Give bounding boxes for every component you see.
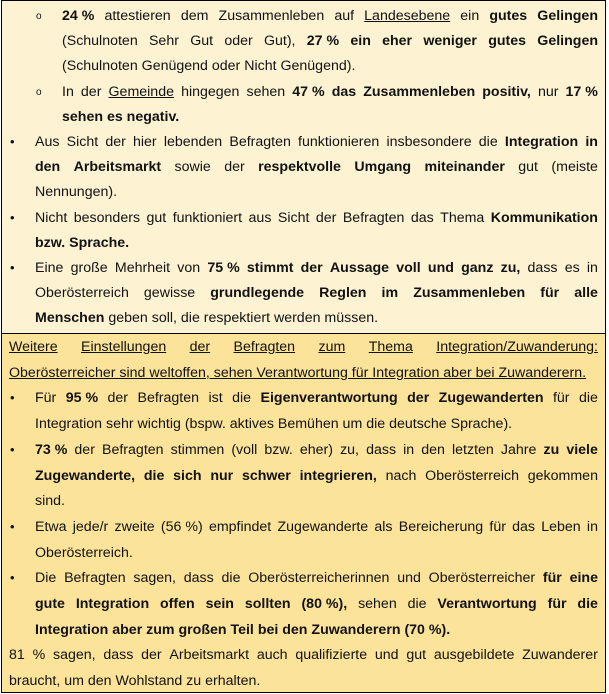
paragraph-text: [62, 54, 598, 78]
text-segment: dass: [366, 441, 397, 458]
text-segment: gekommen: [527, 467, 598, 484]
text-segment: Zusammenleben: [218, 8, 325, 24]
bullet-icon: •: [10, 570, 15, 586]
text-segment: stimmt: [246, 260, 294, 276]
text-segment: gut: [518, 159, 539, 176]
text-segment: Oberösterreich.: [35, 544, 133, 561]
text-segment: für: [542, 570, 562, 587]
text-segment: im: [381, 285, 399, 302]
text-segment: sind.: [35, 493, 65, 510]
text-segment: Oberösterreicher sind weltoffen, sehen Verantwortung für Integration aber bei Zuwanderern.: [9, 364, 587, 381]
text-line: [2, 361, 605, 385]
text-segment: für: [552, 390, 570, 407]
text-segment: es: [564, 260, 580, 276]
text-segment: insbesondere: [386, 134, 472, 150]
bullet-icon: •: [10, 518, 15, 534]
text-segment: gute: [35, 596, 65, 612]
text-segment: in: [403, 441, 415, 458]
text-segment: Sicht: [277, 209, 310, 226]
text-segment: qualifizierte: [295, 647, 368, 664]
text-segment: die: [407, 596, 427, 612]
text-segment: %: [32, 647, 46, 664]
text-segment: Reglen: [319, 285, 367, 302]
text-segment: sehen es negativ.: [62, 108, 180, 125]
text-segment: Integration/Zuwanderung:: [436, 339, 598, 355]
text-segment: Die: [35, 570, 57, 587]
text-line: [2, 669, 605, 693]
text-line: [2, 29, 605, 53]
text-segment: Einstellungen: [81, 339, 167, 355]
text-segment: sehen: [358, 596, 397, 612]
bullet-icon: •: [10, 390, 15, 406]
text-segment: gutes: [488, 33, 527, 50]
circle-bullet-icon: o: [36, 86, 42, 98]
text-line: [2, 54, 605, 78]
paragraph-text: [9, 669, 598, 693]
bullet-icon: •: [10, 209, 15, 225]
text-line: [2, 80, 605, 104]
text-segment: der: [141, 647, 162, 664]
text-segment: 75 %: [207, 260, 240, 276]
text-segment: (80 %),: [301, 596, 348, 612]
text-segment: und: [397, 570, 421, 587]
text-segment: (56 %): [160, 518, 203, 535]
text-segment: der: [105, 134, 126, 150]
text-segment: sowie: [174, 159, 211, 176]
text-segment: Zugewanderte: [277, 518, 369, 535]
text-segment: sagen,: [52, 647, 96, 664]
text-segment: Integration: [504, 134, 579, 150]
text-segment: die: [577, 596, 598, 612]
text-segment: für: [540, 285, 560, 302]
text-segment: Befragten: [229, 134, 291, 150]
text-segment: braucht, um den Wohlstand zu erhalten.: [9, 673, 261, 690]
summary-box-bottom: [1, 333, 606, 693]
text-segment: eher: [382, 33, 413, 50]
text-segment: sagen,: [133, 570, 176, 587]
text-segment: Zugewanderten: [438, 390, 544, 407]
text-segment: den: [421, 441, 445, 458]
text-segment: große: [70, 260, 108, 276]
text-segment: gewisse: [143, 285, 196, 302]
text-segment: Befragten: [102, 441, 164, 458]
text-segment: 47 %: [292, 83, 325, 100]
text-segment: auch: [256, 647, 288, 664]
text-segment: miteinander: [424, 159, 505, 176]
text-segment: attestieren: [104, 8, 171, 24]
text-segment: Befragten: [342, 209, 405, 226]
text-segment: funktionieren: [298, 134, 380, 150]
text-line: [2, 335, 605, 359]
paragraph-text: [35, 515, 598, 539]
text-segment: viele: [566, 441, 598, 458]
text-segment: der: [300, 260, 323, 276]
text-segment: Aus: [35, 134, 60, 150]
text-segment: Arbeitsmarkt: [169, 647, 250, 664]
text-segment: sein: [205, 596, 234, 612]
bullet-icon: •: [10, 260, 15, 275]
text-line: [2, 643, 605, 667]
text-segment: Befragten: [137, 390, 200, 407]
text-segment: ist: [208, 390, 223, 407]
text-segment: oder: [224, 33, 253, 50]
paragraph-text: [35, 541, 598, 565]
text-segment: ganz: [461, 260, 494, 276]
text-segment: integrieren,: [299, 467, 377, 484]
text-segment: bzw. Sprache.: [35, 234, 130, 251]
text-segment: Landesebene: [364, 8, 451, 24]
paragraph-text: [9, 643, 598, 667]
text-segment: besonders: [73, 209, 141, 226]
text-segment: Bereicherung: [398, 518, 484, 535]
text-segment: für: [489, 518, 506, 535]
text-segment: letzten: [452, 441, 494, 458]
text-segment: schwer: [241, 467, 291, 484]
text-segment: der: [80, 83, 102, 100]
paragraph-text: [35, 231, 598, 255]
paragraph-text: [35, 306, 598, 330]
paragraph-text: [35, 206, 598, 230]
text-segment: und: [427, 260, 454, 276]
text-segment: Befragten: [64, 570, 126, 587]
text-segment: Zusammenleben: [413, 285, 526, 302]
text-segment: funktioniert: [172, 209, 243, 226]
paragraph-text: [35, 566, 598, 590]
text-segment: ausgebildete: [433, 647, 515, 664]
text-segment: 24 %: [62, 8, 95, 24]
text-segment: nur: [537, 83, 559, 100]
paragraph-text: [35, 464, 598, 488]
text-segment: gutes: [489, 8, 528, 24]
text-segment: Eine: [35, 260, 64, 276]
text-segment: 81: [9, 647, 25, 664]
text-segment: 73 %: [35, 441, 68, 458]
text-segment: Nennungen).: [35, 184, 118, 201]
text-segment: dass: [183, 570, 214, 587]
text-segment: Gut: [190, 33, 214, 50]
text-line: [2, 256, 605, 280]
text-segment: Verantwortung: [437, 596, 537, 612]
text-segment: gut: [146, 209, 167, 226]
text-segment: der: [407, 390, 430, 407]
paragraph-text: [35, 412, 598, 436]
text-segment: (meiste: [551, 159, 598, 176]
paragraph-text: [35, 281, 598, 305]
text-segment: der: [224, 159, 245, 176]
text-segment: dass: [527, 260, 558, 276]
text-segment: Zusammenleben: [363, 83, 476, 100]
text-segment: nach: [385, 467, 417, 484]
text-line: [2, 592, 605, 616]
text-segment: (Schulnoten: [62, 33, 138, 50]
paragraph-text: [9, 335, 598, 359]
paragraph-text: [35, 180, 598, 204]
text-line: [2, 130, 605, 154]
text-segment: eher): [299, 441, 333, 458]
text-segment: alle: [574, 285, 598, 302]
text-line: [2, 566, 605, 590]
text-segment: die: [143, 467, 165, 484]
text-segment: Befragten: [233, 339, 296, 355]
text-segment: Oberösterreich: [425, 467, 520, 484]
text-segment: Integration: [75, 596, 150, 612]
text-segment: der: [189, 339, 211, 355]
text-segment: gut: [406, 647, 427, 664]
text-segment: ein: [350, 33, 371, 50]
text-segment: den: [35, 159, 61, 176]
text-segment: als: [374, 518, 393, 535]
text-segment: die: [578, 390, 598, 407]
text-segment: Thema: [368, 339, 413, 355]
text-segment: Mehrheit: [114, 260, 171, 276]
text-segment: zu: [543, 441, 560, 458]
text-segment: und: [374, 647, 399, 664]
text-segment: zu,: [500, 260, 521, 276]
paragraph-text: [35, 618, 598, 642]
paragraph-text: [62, 105, 598, 129]
text-segment: offen: [160, 596, 195, 612]
text-segment: von: [177, 260, 201, 276]
text-segment: das: [512, 518, 536, 535]
text-line: [2, 386, 605, 410]
paragraph-text: [62, 29, 598, 53]
text-segment: für: [547, 596, 567, 612]
text-segment: Menschen: [35, 310, 105, 327]
bullet-icon: •: [10, 134, 15, 149]
paragraph-text: [62, 4, 598, 28]
text-segment: Leben: [541, 518, 581, 535]
text-segment: respektvolle: [258, 159, 341, 176]
text-segment: nur: [210, 467, 234, 484]
text-segment: bzw.: [264, 441, 293, 458]
paragraph-text: [35, 130, 598, 154]
text-line: [2, 464, 605, 488]
text-segment: Sicht: [66, 134, 99, 150]
text-segment: Etwa: [35, 518, 67, 535]
text-segment: Gelingen: [537, 33, 598, 50]
summary-box-top: [1, 0, 606, 334]
text-line: [2, 4, 605, 28]
text-segment: dem: [180, 8, 209, 24]
paragraph-text: [35, 256, 598, 280]
text-segment: der: [74, 441, 95, 458]
text-segment: Weitere: [9, 339, 58, 355]
text-segment: In: [62, 83, 74, 100]
text-line: [2, 618, 605, 642]
text-segment: auf: [334, 8, 355, 24]
text-segment: grundlegende: [210, 285, 305, 302]
text-segment: hingegen: [181, 83, 240, 100]
text-segment: hier: [132, 134, 157, 150]
paragraph-text: [62, 80, 598, 104]
text-segment: in: [586, 260, 598, 276]
text-segment: eine: [569, 570, 598, 587]
text-segment: Gemeinde: [108, 83, 174, 100]
text-segment: Integration sehr wichtig (bspw. aktives Bemühen um die deutsche Sprache).: [35, 416, 513, 433]
text-segment: 27 %: [306, 33, 340, 50]
text-line: [2, 231, 605, 255]
text-segment: (voll: [231, 441, 258, 458]
text-segment: zum: [318, 339, 346, 355]
text-segment: das: [331, 83, 357, 100]
paragraph-text: [35, 592, 598, 616]
bullet-icon: •: [10, 441, 15, 457]
text-segment: der: [107, 390, 129, 407]
circle-bullet-icon: o: [36, 11, 42, 22]
text-segment: Oberösterreich: [35, 285, 129, 302]
text-segment: Zugewanderte,: [35, 467, 136, 484]
text-segment: Nicht: [35, 209, 68, 226]
text-segment: Kommunikation: [490, 209, 598, 226]
text-line: [2, 489, 605, 513]
text-segment: zu,: [340, 441, 360, 458]
text-segment: Integration aber zum großen Teil bei den Zuwanderern (70 %).: [35, 621, 451, 638]
text-segment: Sehr: [148, 33, 179, 50]
text-segment: in: [585, 134, 598, 150]
text-segment: weniger: [423, 33, 477, 50]
text-segment: Thema: [440, 209, 485, 226]
text-segment: Für: [35, 390, 57, 407]
text-segment: der: [315, 209, 337, 226]
paragraph-text: [9, 361, 598, 385]
text-line: [2, 180, 605, 204]
text-segment: sollten: [244, 596, 291, 612]
text-segment: die: [478, 134, 498, 150]
text-line: [2, 515, 605, 539]
text-line: [2, 155, 605, 179]
paragraph-text: [35, 438, 598, 462]
text-segment: Gelingen: [537, 8, 598, 24]
text-segment: Umgang: [354, 159, 412, 176]
text-segment: (Schulnoten Genügend oder Nicht Genügend).: [62, 58, 356, 75]
paragraph-text: [35, 386, 598, 410]
text-line: [2, 206, 605, 230]
text-line: [2, 438, 605, 462]
text-segment: 95 %: [65, 390, 99, 407]
text-segment: in: [586, 518, 598, 535]
text-line: [2, 306, 605, 330]
text-segment: sehen: [246, 83, 286, 100]
text-line: [2, 541, 605, 565]
text-segment: Arbeitsmarkt: [73, 159, 162, 176]
text-segment: positiv,: [482, 83, 531, 100]
text-segment: jede/r: [72, 518, 109, 535]
text-segment: Oberösterreicherinnen: [248, 570, 390, 587]
paragraph-text: [35, 155, 598, 179]
text-segment: Gut),: [263, 33, 296, 50]
text-segment: 17 %: [565, 83, 598, 100]
text-segment: das: [410, 209, 434, 226]
paragraph-text: [35, 489, 598, 513]
text-segment: Jahre: [500, 441, 537, 458]
text-segment: empfindet: [208, 518, 272, 535]
text-segment: voll: [396, 260, 421, 276]
text-segment: sich: [173, 467, 202, 484]
text-segment: stimmen: [170, 441, 225, 458]
text-segment: Oberösterreicher: [428, 570, 536, 587]
text-segment: geben soll, die respektiert werden müssen.: [104, 310, 379, 327]
text-segment: Aussage: [329, 260, 390, 276]
text-segment: Zuwanderer: [522, 647, 598, 664]
text-segment: die: [232, 390, 252, 407]
text-segment: dass: [103, 647, 134, 664]
text-segment: aus: [248, 209, 272, 226]
text-segment: die: [221, 570, 241, 587]
text-segment: ein: [460, 8, 480, 24]
text-segment: Eigenverantwortung: [260, 390, 398, 407]
text-line: [2, 281, 605, 305]
text-line: [2, 412, 605, 436]
text-segment: lebenden: [163, 134, 223, 150]
text-line: [2, 105, 605, 129]
text-segment: zweite: [114, 518, 155, 535]
